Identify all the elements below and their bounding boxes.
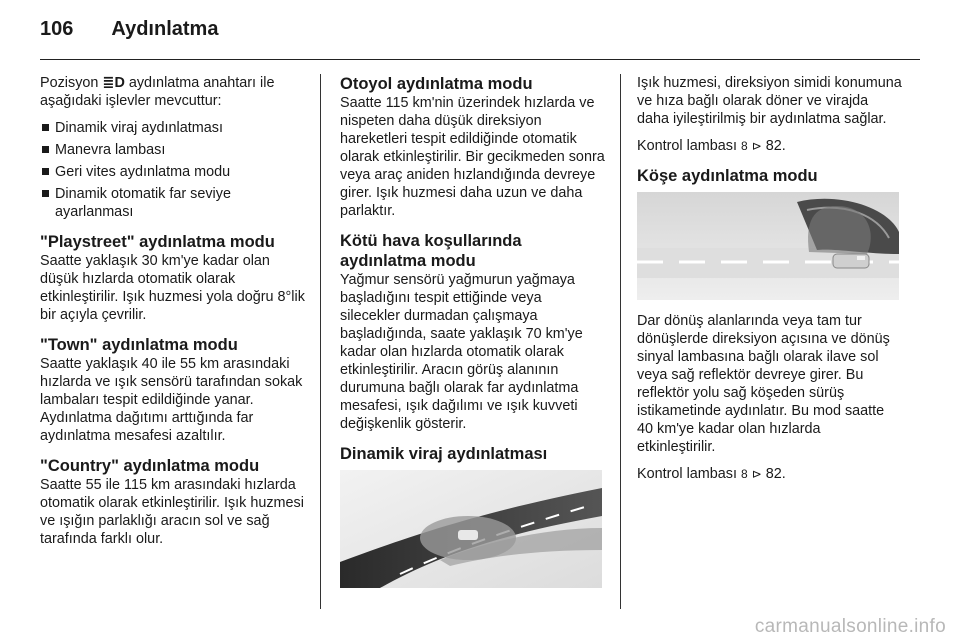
feature-list bbox=[40, 119, 305, 221]
page-reference-arrow-icon: ⊳ bbox=[751, 139, 762, 153]
list-item: Dinamik viraj aydınlatması bbox=[40, 119, 305, 137]
page-reference-arrow-icon: ⊳ bbox=[751, 467, 762, 481]
playstreet-text: Saatte yaklaşık 30 km'ye kadar olan düşük hızlarda otomatik olarak etkinleştirilir. Işık huzmesi yola doğru 8°lik bir açıyla çevrilir. bbox=[40, 253, 305, 323]
weather-heading: Kötü hava koşullarında aydınlatma modu bbox=[340, 232, 522, 270]
page-number: 106 bbox=[40, 18, 74, 40]
column-divider-1 bbox=[320, 74, 321, 609]
dynamic-description: Işık huzmesi, direksiyon simidi konumuna ve hıza bağlı olarak döner ve virajda daha iyileştirilmiş bir aydınlatma sağlar. bbox=[637, 75, 902, 127]
control-lamp-reference-2: Kontrol lambası 8 ⊳ 82. bbox=[637, 466, 786, 482]
cornering-light-illustration bbox=[637, 192, 899, 300]
country-text: Saatte 55 ile 115 km arasındaki hızlarda otomatik olarak etkinleştirilir. Işık huzmesi ve ışığın parlaklığı aracın sol ve sağ tarafında farklı olur. bbox=[40, 477, 304, 547]
town-text: Saatte yaklaşık 40 ile 55 km arasındaki hızlarda ve ışık sensörü tarafından sokak lambaları tespit edildiğinde yanar. Aydınlatma dağıtımı arttığında far aydınlatma mesafesi azaltılır. bbox=[40, 356, 303, 444]
cornering-text: Dar dönüş alanlarında veya tam tur dönüşlerde direksiyon açısına ve dönüş sinyal lambasına bağlı olarak ilave sol veya sağ reflektör devreye girer. Bu reflektör yolu sağ köşeden sürüş istikametinde aydınlatır. Bu mod saatte 40 km'ye kadar olan hızlarda etkinleştirilir. bbox=[637, 313, 890, 455]
light-switch-icon: ≣D bbox=[102, 75, 125, 91]
watermark: carmanualsonline.info bbox=[754, 616, 946, 637]
column-1 bbox=[40, 74, 305, 557]
list-item: Dinamik otomatik far seviye ayarlanması bbox=[40, 185, 305, 221]
motorway-text: Saatte 115 km'nin üzerindek hızlarda ve nispeten daha düşük direksiyon hareketleri tespit edildiğinde otomatik olarak etkinleştirilir. Bir gecikmeden sonra veya araç aniden hızlandığında devreye girer. Işık huzmesi daha uzun ve daha parlaktır. bbox=[340, 95, 605, 219]
cornering-heading: Köşe aydınlatma modu bbox=[637, 167, 818, 185]
page-header bbox=[40, 18, 218, 48]
motorway-heading: Otoyol aydınlatma modu bbox=[340, 75, 533, 93]
column-2 bbox=[340, 74, 605, 600]
town-heading: "Town" aydınlatma modu bbox=[40, 336, 238, 354]
page-title: Aydınlatma bbox=[111, 18, 219, 40]
weather-text: Yağmur sensörü yağmurun yağmaya başladığını tespit ettiğinde veya silecekler durmadan çalışmaya başladığında, saate yaklaşık 70 km'ye kadar olan hızlarda otomatik olarak etkinleştirilir. Aracın görüş alanının durumuna bağlı olarak far aydınlatma mesafesi, ışık dağılımı ve ışık kuvveti değişkenlik gösterir. bbox=[340, 272, 583, 432]
playstreet-heading: "Playstreet" aydınlatma modu bbox=[40, 233, 275, 251]
control-lamp-reference: Kontrol lambası 8 ⊳ 82. bbox=[637, 138, 786, 154]
intro-paragraph: Pozisyon ≣D aydınlatma anahtarı ile aşağıdaki işlevler mevcuttur: bbox=[40, 75, 275, 109]
list-item: Geri vites aydınlatma modu bbox=[40, 163, 305, 181]
country-heading: "Country" aydınlatma modu bbox=[40, 457, 260, 475]
dynamic-cornering-illustration bbox=[340, 470, 602, 588]
control-lamp-icon: 8 bbox=[740, 467, 748, 481]
list-item: Manevra lambası bbox=[40, 141, 305, 159]
header-rule bbox=[40, 59, 920, 60]
column-3 bbox=[637, 74, 902, 492]
control-lamp-icon: 8 bbox=[740, 139, 748, 153]
dynamic-heading: Dinamik viraj aydınlatması bbox=[340, 445, 548, 463]
column-divider-2 bbox=[620, 74, 621, 609]
